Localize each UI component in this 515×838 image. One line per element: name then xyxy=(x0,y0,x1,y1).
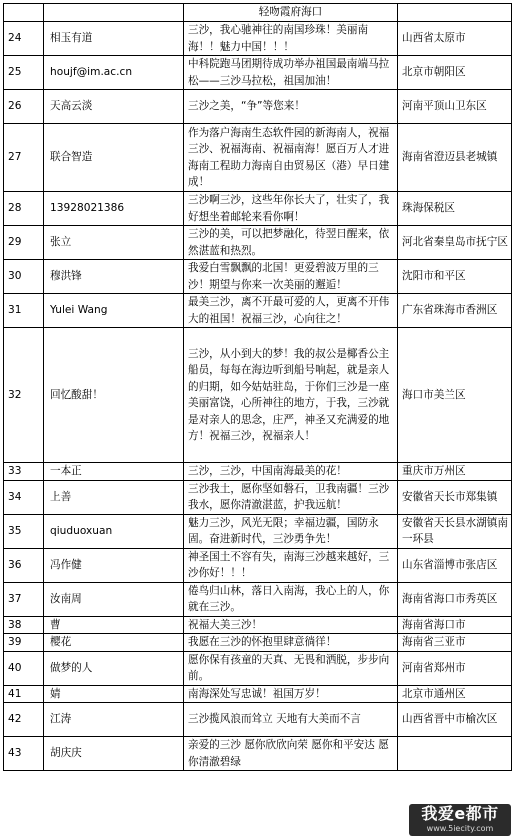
row-location: 河南省郑州市 xyxy=(398,651,512,685)
row-number: 33 xyxy=(4,463,44,481)
row-location: 重庆市万州区 xyxy=(398,463,512,481)
row-name: 樱花 xyxy=(44,634,184,652)
row-message: 三沙的美，可以把梦融化，待翌日醒来，依然湛蓝和热烈。 xyxy=(184,226,398,260)
header-cell-empty xyxy=(44,4,184,22)
row-location: 安徽省天长县水湖镇南一环县 xyxy=(398,514,512,548)
row-number: 32 xyxy=(4,328,44,463)
row-name: 冯作健 xyxy=(44,548,184,582)
row-message: 祝福大美三沙！ xyxy=(184,616,398,634)
row-location xyxy=(398,737,512,771)
table-row xyxy=(4,480,512,514)
row-location: 海南省澄迈县老城镇 xyxy=(398,124,512,192)
row-number: 38 xyxy=(4,616,44,634)
row-location: 安徽省天长市郑集镇 xyxy=(398,480,512,514)
table-row xyxy=(4,634,512,652)
row-number: 29 xyxy=(4,226,44,260)
header-cell-empty xyxy=(398,4,512,22)
table-row xyxy=(4,514,512,548)
row-number: 35 xyxy=(4,514,44,548)
table-row xyxy=(4,737,512,771)
row-number: 27 xyxy=(4,124,44,192)
table-row xyxy=(4,582,512,616)
row-location: 海口市美兰区 xyxy=(398,328,512,463)
row-name: 联合智造 xyxy=(44,124,184,192)
row-message: 中科院跑马团期待成功举办祖国最南端马拉松——三沙马拉松，祖国加油！ xyxy=(184,56,398,90)
row-name: 汝南周 xyxy=(44,582,184,616)
row-number: 43 xyxy=(4,737,44,771)
row-message: 三沙我土，愿你坚如磐石，卫我南疆！三沙我水，愿你清澈湛蓝，护我远航！ xyxy=(184,480,398,514)
row-name: Yulei Wang xyxy=(44,294,184,328)
row-number: 42 xyxy=(4,703,44,737)
table-row xyxy=(4,124,512,192)
row-location: 北京市朝阳区 xyxy=(398,56,512,90)
table-row xyxy=(4,260,512,294)
row-message: 作为落户海南生态软件园的新海南人，祝福三沙、祝福海南、祝福南海！愿百万人才进海南工程助力海南自由贸易区（港）早日建成！ xyxy=(184,124,398,192)
table-row xyxy=(4,226,512,260)
row-name: 做梦的人 xyxy=(44,651,184,685)
row-number: 24 xyxy=(4,22,44,56)
row-name: 13928021386 xyxy=(44,192,184,226)
row-message: 亲爱的三沙 愿你欣欣向荣 愿你和平安达 愿你清澈碧绿 xyxy=(184,737,398,771)
table-row xyxy=(4,616,512,634)
row-name: 天高云淡 xyxy=(44,90,184,124)
watermark-url: www.5iecity.com xyxy=(426,824,494,833)
row-name: houjf@im.ac.cn xyxy=(44,56,184,90)
row-name: 曹 xyxy=(44,616,184,634)
message-table xyxy=(3,3,512,771)
table-row xyxy=(4,548,512,582)
row-message: 三沙，三沙，中国南海最美的花！ xyxy=(184,463,398,481)
table-header-row xyxy=(4,4,512,22)
row-message: 我爱白雪飘飘的北国！更爱碧波万里的三沙！期望与你来一次美丽的邂逅！ xyxy=(184,260,398,294)
row-message: 我愿在三沙的怀抱里肆意徜徉！ xyxy=(184,634,398,652)
row-location: 广东省珠海市香洲区 xyxy=(398,294,512,328)
table-row xyxy=(4,703,512,737)
row-number: 31 xyxy=(4,294,44,328)
row-name: qiuduoxuan xyxy=(44,514,184,548)
row-number: 41 xyxy=(4,685,44,703)
row-message: 南海深处写忠诚！祖国万岁！ xyxy=(184,685,398,703)
table-row xyxy=(4,685,512,703)
row-name: 回忆酸甜！ xyxy=(44,328,184,463)
row-message: 三沙，我心驰神往的南国珍珠！美丽南海！！魅力中国！！！ xyxy=(184,22,398,56)
row-message: 神圣国土不容有失，南海三沙越来越好，三沙你好！！！ xyxy=(184,548,398,582)
row-location: 珠海保税区 xyxy=(398,192,512,226)
row-message: 三沙啊三沙，这些年你长大了，壮实了，我好想坐着邮轮来看你啊！ xyxy=(184,192,398,226)
table-row xyxy=(4,328,512,463)
row-number: 39 xyxy=(4,634,44,652)
table-row xyxy=(4,90,512,124)
row-message: 三沙揽风浪而耸立 天地有大美而不言 xyxy=(184,703,398,737)
row-number: 36 xyxy=(4,548,44,582)
table-row xyxy=(4,56,512,90)
row-message: 三沙之美，“争”等您来！ xyxy=(184,90,398,124)
row-name: 江涛 xyxy=(44,703,184,737)
row-location: 山东省淄博市张店区 xyxy=(398,548,512,582)
row-name: 婧 xyxy=(44,685,184,703)
watermark-title: 我爱e都市 xyxy=(421,804,499,823)
row-name: 张立 xyxy=(44,226,184,260)
row-location: 山西省晋中市榆次区 xyxy=(398,703,512,737)
row-name: 上善 xyxy=(44,480,184,514)
row-location: 山西省太原市 xyxy=(398,22,512,56)
row-message: 魅力三沙，风光无限；幸福边疆，国防永固。奋进新时代，三沙勇争先！ xyxy=(184,514,398,548)
row-location: 海南省海口市秀英区 xyxy=(398,582,512,616)
row-message: 三沙，从小到大的梦！我的叔公是椰香公主船员，每每在海边听到船号响起，就是亲人的归期，如今姑姑驻岛，于你们三沙是一座美丽富饶，心所神往的地方，于我，三沙就是对亲人的思念，庄严，神圣又充满爱的地方！祝福三沙，祝福亲人！ xyxy=(184,328,398,463)
row-number: 30 xyxy=(4,260,44,294)
row-name: 相玉有道 xyxy=(44,22,184,56)
row-number: 28 xyxy=(4,192,44,226)
row-location: 北京市通州区 xyxy=(398,685,512,703)
site-watermark-logo xyxy=(409,804,511,836)
table-row xyxy=(4,463,512,481)
row-message: 倦鸟归山林，落日入南海，我心上的人，你就在三沙。 xyxy=(184,582,398,616)
header-title: 轻吻霞府海口 xyxy=(184,4,398,22)
row-location: 海南省海口市 xyxy=(398,616,512,634)
row-number: 37 xyxy=(4,582,44,616)
header-cell-empty xyxy=(4,4,44,22)
row-location: 河南平顶山卫东区 xyxy=(398,90,512,124)
row-location: 海南省三亚市 xyxy=(398,634,512,652)
row-number: 40 xyxy=(4,651,44,685)
row-number: 34 xyxy=(4,480,44,514)
row-message: 最美三沙，离不开最可爱的人，更离不开伟大的祖国！祝福三沙，心向往之！ xyxy=(184,294,398,328)
row-name: 一本正 xyxy=(44,463,184,481)
row-name: 胡庆庆 xyxy=(44,737,184,771)
table-row xyxy=(4,651,512,685)
table-row xyxy=(4,22,512,56)
row-location: 河北省秦皇岛市抚宁区 xyxy=(398,226,512,260)
row-number: 25 xyxy=(4,56,44,90)
row-message: 愿你保有孩童的天真、无畏和洒脱，步步向前。 xyxy=(184,651,398,685)
table-row xyxy=(4,294,512,328)
table-row xyxy=(4,192,512,226)
row-number: 26 xyxy=(4,90,44,124)
row-location: 沈阳市和平区 xyxy=(398,260,512,294)
row-name: 穆洪锋 xyxy=(44,260,184,294)
